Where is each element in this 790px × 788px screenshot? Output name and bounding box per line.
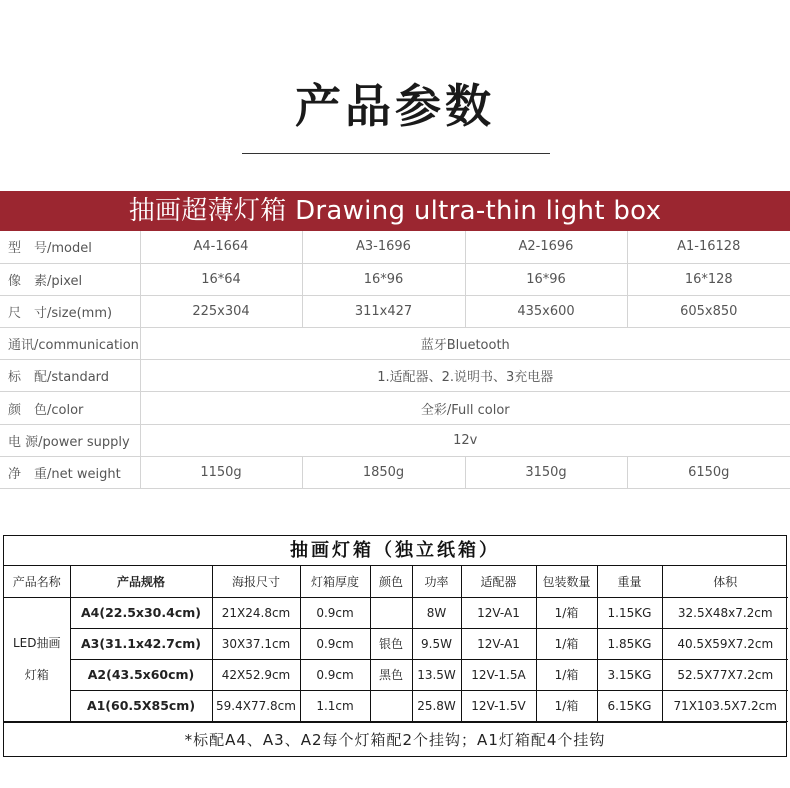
spec-row-net-weight — [0, 456, 790, 488]
power-cell: 13.5W — [412, 659, 461, 690]
spec-cell: A4-1664 — [140, 231, 302, 263]
thickness-cell: 0.9cm — [300, 597, 370, 628]
spec-row-model — [0, 231, 790, 263]
power-cell: 9.5W — [412, 628, 461, 659]
spec-label: 型 号/model — [0, 231, 140, 263]
header-cell: 适配器 — [461, 566, 536, 597]
thickness-cell: 0.9cm — [300, 628, 370, 659]
spec-cell: 16*96 — [302, 263, 465, 295]
spec-cell: 6150g — [627, 456, 790, 488]
spec-cell: 16*128 — [627, 263, 790, 295]
header-cell: 重量 — [597, 566, 662, 597]
header-cell: 产品名称 — [4, 566, 70, 597]
weight-cell: 1.85KG — [597, 628, 662, 659]
spec-label: 通讯/communication — [0, 328, 140, 360]
spec-cell: 435x600 — [465, 295, 627, 327]
header-cell: 体积 — [662, 566, 788, 597]
spec-cell: 12v — [140, 424, 790, 456]
adapter-cell: 12V-A1 — [461, 628, 536, 659]
packaging-grid — [4, 566, 788, 722]
spec-row-pixel — [0, 263, 790, 295]
adapter-cell: 12V-1.5V — [461, 690, 536, 721]
spec-label: 净 重/net weight — [0, 456, 140, 488]
product-name-cell — [4, 597, 70, 721]
product-name-line: 灯箱 — [24, 668, 49, 682]
spec-cell: 3150g — [465, 456, 627, 488]
color-cell — [370, 597, 412, 628]
header-cell: 海报尺寸 — [212, 566, 300, 597]
spec-row-power-supply — [0, 424, 790, 456]
spec-size-cell: A1(60.5X85cm) — [70, 690, 212, 721]
weight-cell: 1.15KG — [597, 597, 662, 628]
header-cell: 颜色 — [370, 566, 412, 597]
spec-label: 电 源/power supply — [0, 424, 140, 456]
qty-cell: 1/箱 — [536, 628, 597, 659]
packaging-note: *标配A4、A3、A2每个灯箱配2个挂钩；A1灯箱配4个挂钩 — [4, 722, 786, 756]
power-cell: 25.8W — [412, 690, 461, 721]
spec-cell: 1850g — [302, 456, 465, 488]
table-row — [4, 628, 788, 659]
thickness-cell: 1.1cm — [300, 690, 370, 721]
color-cell: 银色 — [370, 628, 412, 659]
spec-cell: 16*96 — [465, 263, 627, 295]
spec-cell: 1.适配器、2.说明书、3充电器 — [140, 360, 790, 392]
spec-cell: A1-16128 — [627, 231, 790, 263]
weight-cell: 6.15KG — [597, 690, 662, 721]
power-cell: 8W — [412, 597, 461, 628]
spec-cell: A2-1696 — [465, 231, 627, 263]
spec-label: 尺 寸/size(mm) — [0, 295, 140, 327]
spec-label: 标 配/standard — [0, 360, 140, 392]
spec-row-communication — [0, 328, 790, 360]
volume-cell: 52.5X77X7.2cm — [662, 659, 788, 690]
volume-cell: 40.5X59X7.2cm — [662, 628, 788, 659]
poster-cell: 59.4X77.8cm — [212, 690, 300, 721]
spec-cell: A3-1696 — [302, 231, 465, 263]
spec-label: 像 素/pixel — [0, 263, 140, 295]
spec-label: 颜 色/color — [0, 392, 140, 424]
adapter-cell: 12V-A1 — [461, 597, 536, 628]
spec-row-standard — [0, 360, 790, 392]
volume-cell: 71X103.5X7.2cm — [662, 690, 788, 721]
title-divider — [242, 153, 550, 154]
packaging-table — [3, 535, 787, 757]
spec-size-cell: A3(31.1x42.7cm) — [70, 628, 212, 659]
adapter-cell: 12V-1.5A — [461, 659, 536, 690]
spec-cell: 全彩/Full color — [140, 392, 790, 424]
poster-cell: 30X37.1cm — [212, 628, 300, 659]
qty-cell: 1/箱 — [536, 597, 597, 628]
packaging-title: 抽画灯箱（独立纸箱） — [4, 536, 786, 566]
spec-row-color — [0, 392, 790, 424]
poster-cell: 42X52.9cm — [212, 659, 300, 690]
table-row — [4, 690, 788, 721]
spec-banner: 抽画超薄灯箱 Drawing ultra-thin light box — [0, 191, 790, 231]
volume-cell: 32.5X48x7.2cm — [662, 597, 788, 628]
packaging-header-row — [4, 566, 788, 597]
table-row — [4, 659, 788, 690]
poster-cell: 21X24.8cm — [212, 597, 300, 628]
spec-size-cell: A4(22.5x30.4cm) — [70, 597, 212, 628]
header-cell: 灯箱厚度 — [300, 566, 370, 597]
qty-cell: 1/箱 — [536, 659, 597, 690]
spec-size-cell: A2(43.5x60cm) — [70, 659, 212, 690]
spec-table — [0, 231, 790, 489]
header-cell: 功率 — [412, 566, 461, 597]
spec-row-size — [0, 295, 790, 327]
spec-cell: 311x427 — [302, 295, 465, 327]
product-name-line: LED抽画 — [12, 636, 61, 650]
spec-cell: 1150g — [140, 456, 302, 488]
table-row — [4, 597, 788, 628]
spec-cell: 蓝牙Bluetooth — [140, 328, 790, 360]
page-title: 产品参数 — [295, 79, 495, 133]
header-cell: 产品规格 — [70, 566, 212, 597]
header-cell: 包装数量 — [536, 566, 597, 597]
qty-cell: 1/箱 — [536, 690, 597, 721]
spec-cell: 605x850 — [627, 295, 790, 327]
spec-cell: 16*64 — [140, 263, 302, 295]
spec-cell: 225x304 — [140, 295, 302, 327]
color-cell: 黑色 — [370, 659, 412, 690]
weight-cell: 3.15KG — [597, 659, 662, 690]
color-cell — [370, 690, 412, 721]
thickness-cell: 0.9cm — [300, 659, 370, 690]
